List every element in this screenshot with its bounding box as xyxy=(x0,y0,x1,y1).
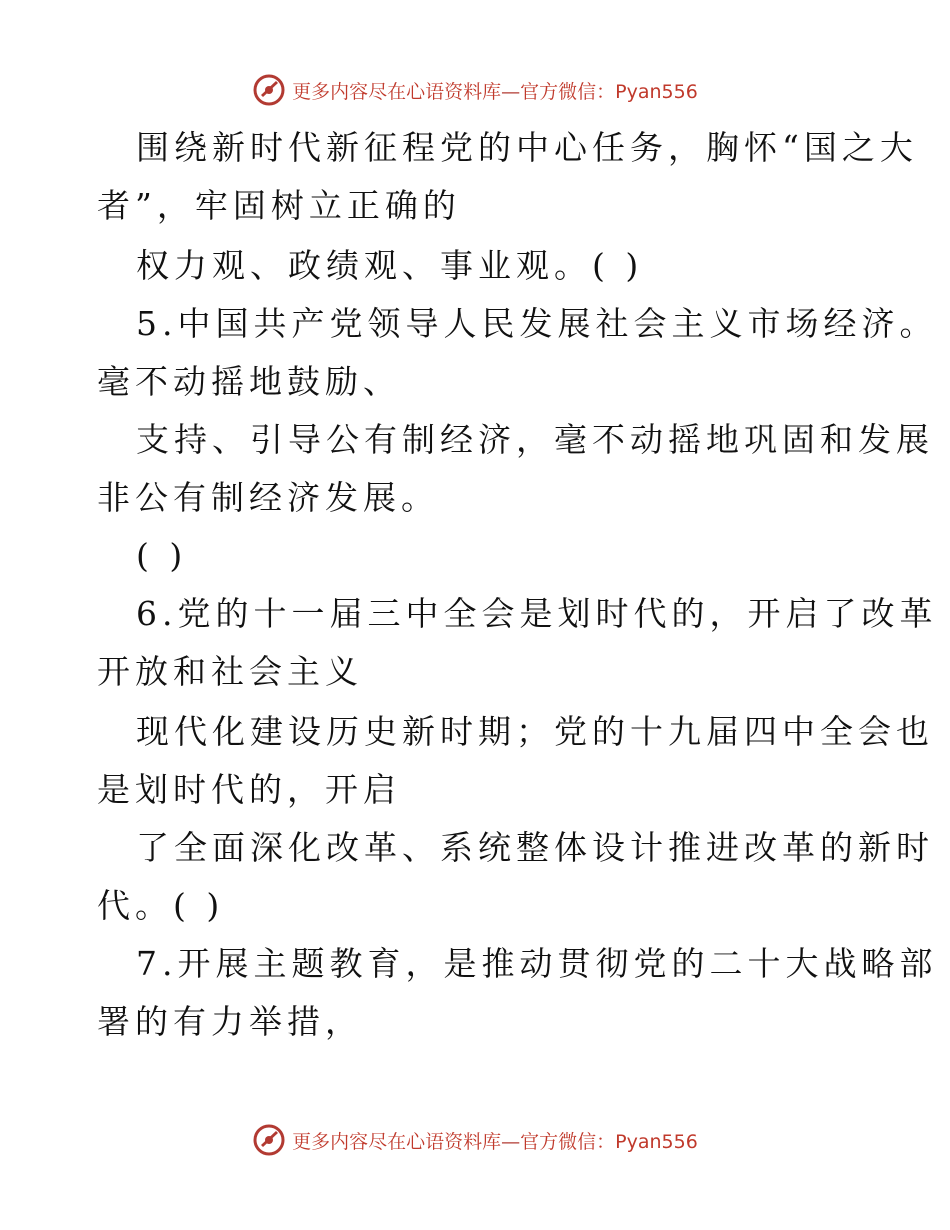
footer-banner-separator: — xyxy=(501,1130,521,1153)
text-line: 是划时代的，开启 xyxy=(97,770,401,809)
header-banner-text xyxy=(292,77,698,104)
brand-logo-icon xyxy=(252,73,286,107)
text-line: 了全面深化改革、系统整体设计推进改革的新时 xyxy=(136,828,934,867)
text-line: 支持、引导公有制经济，毫不动摇地巩固和发展 xyxy=(136,420,934,459)
footer-banner-main: 更多内容尽在心语资料库 xyxy=(292,1130,502,1153)
footer-banner-text xyxy=(292,1127,698,1154)
text-line: 权力观、政绩观、事业观。( ) xyxy=(136,246,644,285)
text-line: 开放和社会主义 xyxy=(97,652,363,691)
footer-watermark-banner xyxy=(0,1120,950,1160)
text-line: 6.党的十一届三中全会是划时代的，开启了改革 xyxy=(136,594,938,633)
text-line: 非公有制经济发展。 xyxy=(97,478,439,517)
text-line: ( ) xyxy=(136,536,188,575)
text-line: 代。( ) xyxy=(97,886,225,925)
header-banner-separator: — xyxy=(501,80,521,103)
footer-banner-wechat: 官方微信：Pyan556 xyxy=(520,1130,698,1153)
text-line: 署的有力举措， xyxy=(97,1002,363,1041)
header-watermark-banner xyxy=(0,70,950,110)
text-line: 现代化建设历史新时期；党的十九届四中全会也 xyxy=(136,712,934,751)
text-line: 围绕新时代新征程党的中心任务，胸怀“国之大 xyxy=(136,128,918,167)
text-line: 7.开展主题教育，是推动贯彻党的二十大战略部 xyxy=(136,944,938,983)
header-banner-main: 更多内容尽在心语资料库 xyxy=(292,80,502,103)
text-line: 者”，牢固树立正确的 xyxy=(97,186,461,225)
text-line: 5.中国共产党领导人民发展社会主义市场经济。 xyxy=(136,304,938,343)
text-line: 毫不动摇地鼓励、 xyxy=(97,362,401,401)
brand-logo-icon xyxy=(252,1123,286,1157)
header-banner-wechat: 官方微信：Pyan556 xyxy=(520,80,698,103)
